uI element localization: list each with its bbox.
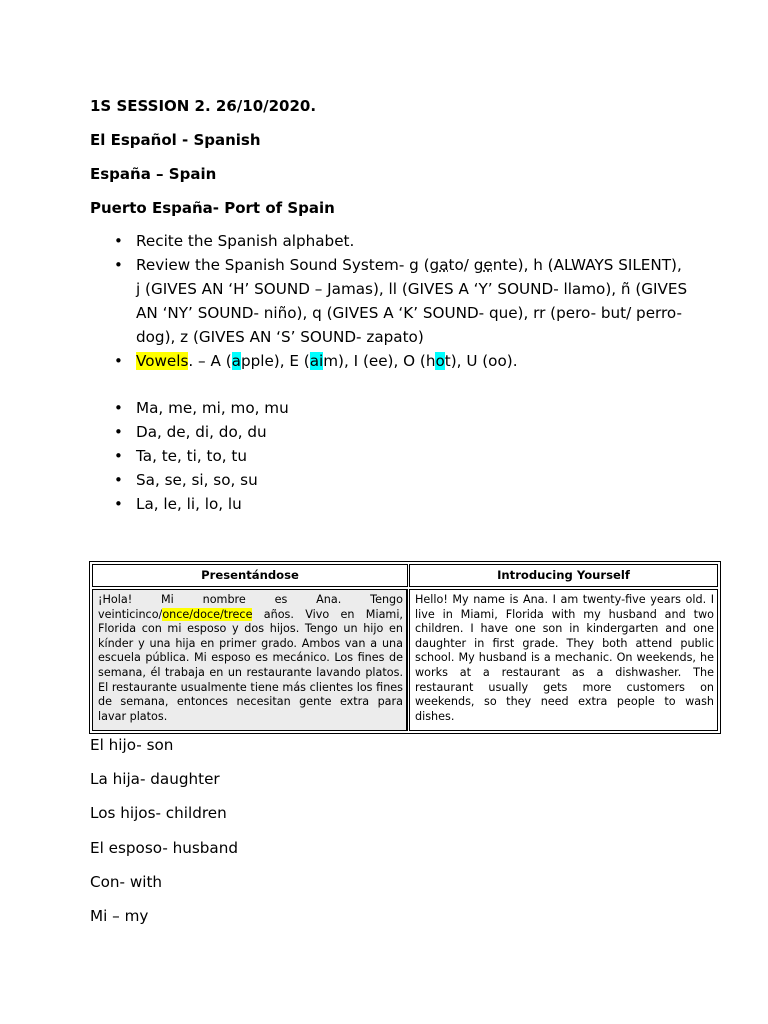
vocab-item: Con- with	[90, 873, 163, 891]
list-item-vowels	[90, 349, 690, 373]
vowels-highlight-a: a	[231, 352, 241, 370]
list-item: • Ta, te, ti, to, tu	[90, 444, 690, 468]
list-item: • La, le, li, lo, lu	[90, 492, 690, 516]
sound-text-3: nte), h (ALWAYS SILENT), j (GIVES AN ‘H’ SOUND – Jamas), ll (GIVES A ‘Y’ SOUND- llamo), ñ (GIVES AN ‘NY’ SOUND- niño), q (GIVES A ‘K’ SOUND- que), rr (pero- but/ perro- dog), z (GIVES AN ‘S’ SOUND- zapato)	[136, 256, 688, 346]
english-text-cell: Hello! My name is Ana. I am twenty-five years old. I live in Miami, Florida with my husband and two children. I have one son in kindergarten and one daughter in first grade. They both attend public school. My husband is a mechanic. On weekends, he works at a restaurant as a dishwasher. The restaurant usually gets more customers on weekends, so they need extra people to wash dishes.	[409, 589, 718, 731]
vowels-highlight-ai: ai	[309, 352, 324, 370]
vocab-item: Mi – my	[90, 907, 149, 925]
vowels-text-2: pple), E (	[240, 352, 310, 370]
vocab-item: El hijo- son	[90, 736, 174, 754]
puerto-heading: Puerto España- Port of Spain	[90, 199, 335, 217]
syllable-list	[90, 396, 690, 516]
list-item: • Sa, se, si, so, su	[90, 468, 690, 492]
list-item: • Da, de, di, do, du	[90, 420, 690, 444]
session-heading: 1S SESSION 2. 26/10/2020.	[90, 97, 317, 115]
vowels-text-4: t), U (oo).	[444, 352, 518, 370]
vocab-item: La hija- daughter	[90, 770, 220, 788]
header-presentandose: Presentándose	[92, 564, 408, 587]
spanish-text-2: años. Vivo en Miami, Florida con mi esposo y dos hijos. Tengo un hijo en kínder y una hija en primer grado. Ambos van a una escuela pública. Mi esposo es mecánico. Los fines de semana, él trabaja en un restaurante lavando platos. El restaurante usualmente tiene más clientes los fines de semana, entonces necesitan gente extra para lavar platos.	[98, 607, 403, 723]
espana-heading: España – Spain	[90, 165, 217, 183]
introduction-table	[89, 561, 721, 734]
instruction-list	[90, 229, 690, 373]
espanol-heading: El Español - Spanish	[90, 131, 261, 149]
list-item-alphabet	[90, 229, 690, 253]
vowels-text-3: m), I (ee), O (h	[323, 352, 436, 370]
spanish-highlight: once/doce/trece	[162, 607, 253, 621]
vocab-item: Los hijos- children	[90, 804, 227, 822]
vocab-item: El esposo- husband	[90, 839, 239, 857]
vowels-label: Vowels	[136, 352, 189, 370]
sound-text-2: to/ g	[448, 256, 484, 274]
sound-text-e: e	[483, 256, 493, 274]
list-item: • Ma, me, mi, mo, mu	[90, 396, 690, 420]
spanish-text-cell	[92, 589, 408, 731]
spanish-text-1: ¡Hola! Mi nombre es Ana. Tengo veinticinco/	[98, 593, 403, 621]
sound-text-1: Review the Spanish Sound System- g (g	[136, 256, 440, 274]
list-item-sound-system	[90, 253, 690, 349]
sound-text-a: a	[439, 256, 449, 274]
alphabet-text: Recite the Spanish alphabet.	[136, 232, 355, 250]
vowels-highlight-o: o	[435, 352, 445, 370]
vowels-text-1: . – A (	[188, 352, 232, 370]
header-introducing-yourself: Introducing Yourself	[409, 564, 718, 587]
